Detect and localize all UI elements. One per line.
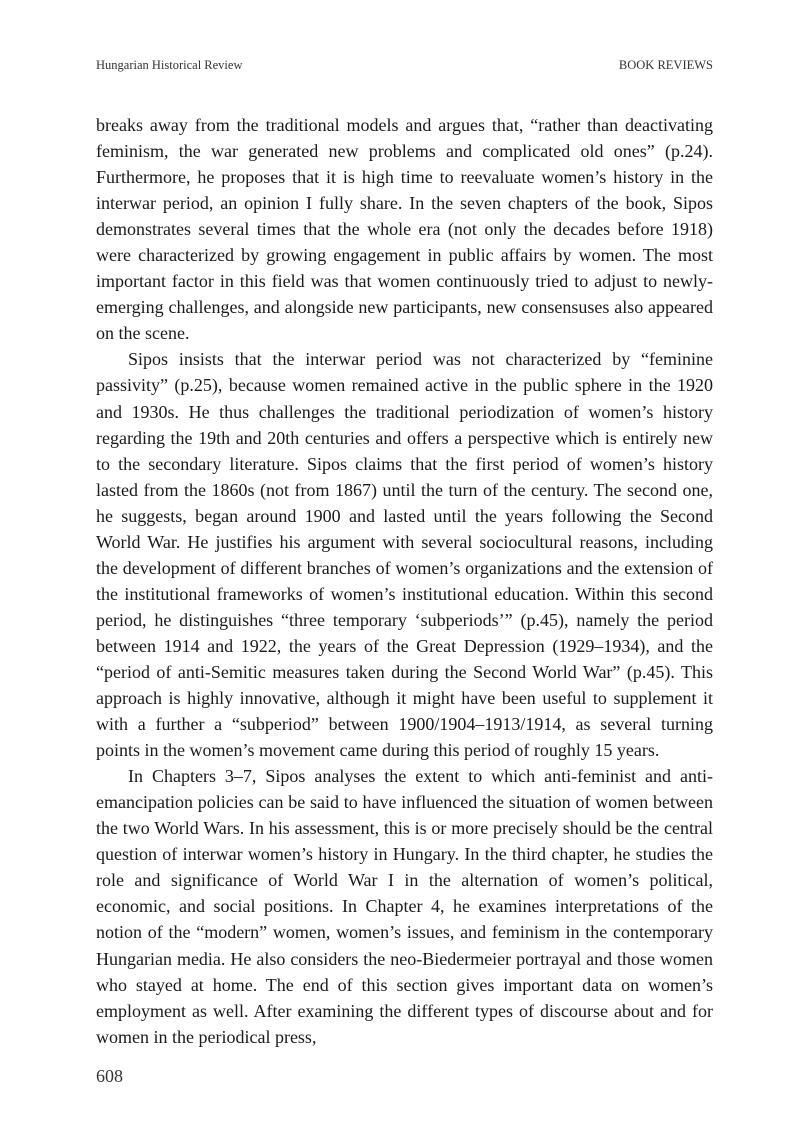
paragraph: Sipos insists that the interwar period was not characterized by “feminine passivity” (p.25), because women remained active in the public sphere in the 1920 and 1930s. He thus challenges the traditional periodization of women’s history regarding the 19th and 20th centuries and offers a perspective which is entirely new to the secondary literature. Sipos claims that the first period of women’s history lasted from the 1860s (not from 1867) until the turn of the century. The second one, he suggests, began around 1900 and lasted until the years following the Second World War. He justifies his argument with several sociocultural reasons, including the development of different branches of women’s organizations and the extension of the institutional frameworks of women’s institutional education. Within this second period, he distinguishes “three temporary ‘subperiods’” (p.45), namely the period between 1914 and 1922, the years of the Great Depression (1929–1934), and the “period of anti-Semitic measures taken during the Second World War” (p.45). This approach is highly innovative, although it might have been useful to supplement it with a further a “subperiod” between 1900/1904–1913/1914, as several turning points in the women’s movement came during this period of roughly 15 years.: [96, 349, 713, 761]
review-body: [96, 112, 713, 1050]
paragraph: breaks away from the traditional models and argues that, “rather than deactivating feminism, the war generated new problems and complicated old ones” (p.24). Furthermore, he proposes that it is high time to reevaluate women’s history in the interwar period, an opinion I fully share. In the seven chapters of the book, Sipos demonstrates several times that the whole era (not only the decades before 1918) were characterized by growing engagement in public affairs by women. The most important factor in this field was that women continuously tried to adjust to newly-emerging challenges, and alongside new participants, new consensuses also appeared on the scene.: [96, 115, 713, 344]
section-title: BOOK REVIEWS: [618, 58, 713, 72]
page-number: 608: [96, 1066, 123, 1086]
journal-title: Hungarian Historical Review: [96, 58, 243, 72]
paragraph: In Chapters 3–7, Sipos analyses the extent to which anti-feminist and anti-emancipation policies can be said to have influenced the situation of women between the two World Wars. In his assessment, this is or more precisely should be the central question of interwar women’s history in Hungary. In the third chapter, he studies the role and significance of World War I in the alternation of women’s political, economic, and social positions. In Chapter 4, he examines interpretations of the notion of the “modern” women, women’s issues, and feminism in the contemporary Hungarian media. He also considers the neo-Biedermeier portrayal and those women who stayed at home. The end of this section gives important data on women’s employment as well. After examining the different types of discourse about and for women in the periodical press,: [96, 766, 713, 1047]
